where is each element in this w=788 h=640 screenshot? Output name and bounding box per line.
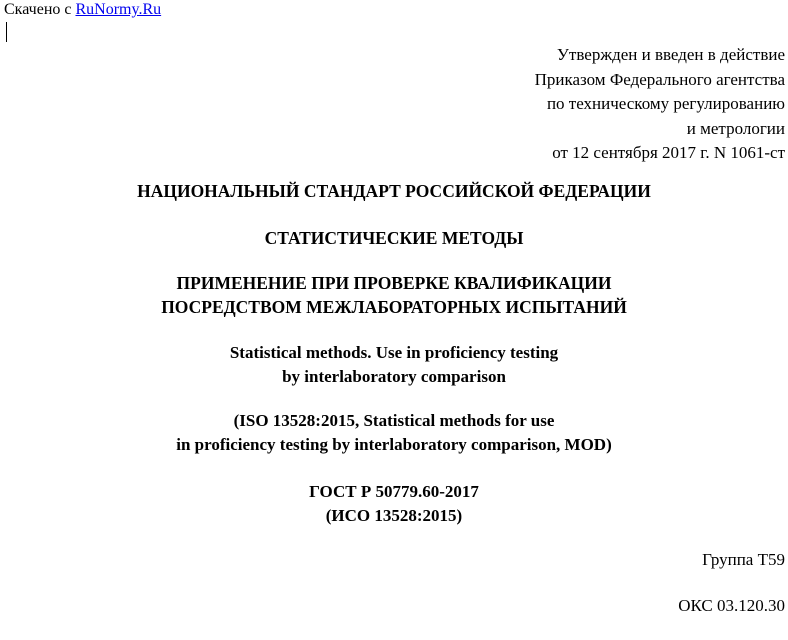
iso-reference-line-2: in proficiency testing by interlaboratory comparison, MOD) xyxy=(176,435,612,454)
approval-line: Приказом Федерального агентства xyxy=(534,69,785,89)
download-source-line xyxy=(4,0,161,20)
topic-heading: СТАТИСТИЧЕСКИЕ МЕТОДЫ xyxy=(264,228,524,248)
iso-designation: (ИСО 13528:2015) xyxy=(325,506,463,525)
runormy-link[interactable]: RuNormy.Ru xyxy=(75,1,162,18)
title-en-line-1: Statistical methods. Use in proficiency testing xyxy=(229,343,559,362)
approval-line: по техническому регулированию xyxy=(546,94,785,113)
oks-label: ОКС 03.120.30 xyxy=(678,596,785,615)
title-ru-line-2: ПОСРЕДСТВОМ МЕЖЛАБОРАТОРНЫХ ИСПЫТАНИЙ xyxy=(161,297,627,317)
gost-designation: ГОСТ Р 50779.60-2017 xyxy=(309,482,479,501)
approval-line: и метрологии xyxy=(686,118,785,138)
text-cursor xyxy=(6,22,7,42)
approval-line: Утвержден и введен в действие xyxy=(556,45,785,64)
title-ru-line-1: ПРИМЕНЕНИЕ ПРИ ПРОВЕРКЕ КВАЛИФИКАЦИИ xyxy=(176,273,612,293)
approval-block xyxy=(535,43,785,166)
national-standard-heading: НАЦИОНАЛЬНЫЙ СТАНДАРТ РОССИЙСКОЙ ФЕДЕРАЦИИ xyxy=(137,181,651,201)
title-en-line-2: by interlaboratory comparison xyxy=(282,367,506,386)
approval-line: от 12 сентября 2017 г. N 1061-ст xyxy=(552,143,785,162)
download-prefix-text: Скачено с xyxy=(4,1,76,18)
iso-reference-line-1: (ISO 13528:2015, Statistical methods for use xyxy=(233,411,555,430)
group-label: Группа Т59 xyxy=(702,550,785,569)
